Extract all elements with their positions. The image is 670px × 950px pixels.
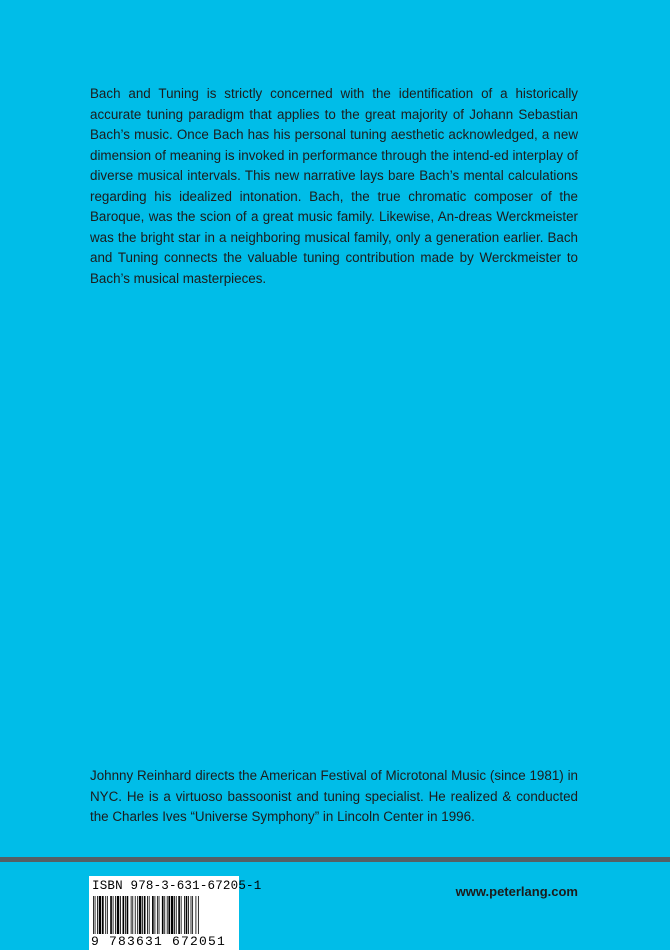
barcode-bar: [157, 896, 158, 934]
barcode-bar: [162, 896, 164, 934]
barcode-bar: [117, 896, 119, 934]
barcode-bar: [99, 896, 101, 934]
isbn-barcode: [89, 876, 262, 950]
divider-rule: [0, 857, 670, 862]
barcode-digits: 9 783631 672051: [91, 934, 227, 949]
barcode-bar: [105, 896, 106, 934]
barcode-bar: [113, 896, 114, 934]
barcode-bar: [95, 896, 96, 934]
book-description: Bach and Tuning is strictly concerned with the identification of a historically accurate tuning paradigm that applies to the great majority of Johann Sebastian Bach’s music. Once Bach has his personal tuning aesthetic acknowledged, a new dimension of meaning is invoked in performance through the intend-ed interplay of diverse musical intervals. This new narrative lays bare Bach’s mental calculations regarding his idealized intonation. Bach, the true chromatic composer of the Baroque, was the scion of a great music family. Likewise, An-dreas Werckmeister was the bright star in a neighboring musical family, only a generation earlier. Bach and Tuning connects the valuable tuning contribution made by Werckmeister to Bach’s musical masterpieces.: [90, 86, 578, 286]
barcode-bar: [137, 896, 138, 934]
barcode-bar: [152, 896, 154, 934]
isbn-label: ISBN 978-3-631-67205-1: [92, 879, 262, 893]
barcode-bar: [125, 896, 126, 934]
barcode-bar: [102, 896, 104, 934]
barcode-bar: [110, 896, 112, 934]
author-bio: Johnny Reinhard directs the American Festival of Microtonal Music (since 1981) in NYC. He is a virtuoso bassoonist and tuning specialist. He realized & conducted the Charles Ives “Universe Symphony” in Lincoln Center in 1996.: [90, 768, 578, 824]
barcode-bar: [147, 896, 148, 934]
barcode-bar: [139, 896, 141, 934]
publisher-url: www.peterlang.com: [455, 884, 578, 899]
barcode-bar: [135, 896, 136, 934]
barcode-bar: [181, 896, 182, 934]
barcode-bar: [164, 896, 165, 934]
barcode-bar: [127, 896, 129, 934]
barcode-bar: [144, 896, 146, 934]
barcode-bar: [97, 896, 98, 934]
barcode-bar: [142, 896, 143, 934]
barcode-bar: [186, 896, 188, 934]
barcode-bar: [93, 896, 94, 934]
barcode-bar: [120, 896, 121, 934]
barcode-bar: [107, 896, 108, 934]
barcode-bar: [155, 896, 156, 934]
barcode-bar: [132, 896, 133, 934]
barcode-bar: [159, 896, 160, 934]
barcode-bar: [192, 896, 193, 934]
barcode-bars: [93, 896, 233, 934]
barcode-bar: [149, 896, 150, 934]
barcode-bar: [123, 896, 125, 934]
barcode-bar: [167, 896, 168, 934]
barcode-bar: [174, 896, 175, 934]
barcode-bar: [184, 896, 185, 934]
barcode-bar: [178, 896, 180, 934]
barcode-bar: [131, 896, 132, 934]
barcode-bar: [191, 896, 192, 934]
barcode-bar: [196, 896, 197, 934]
barcode-bar: [176, 896, 177, 934]
barcode-bar: [168, 896, 170, 934]
barcode-bar: [171, 896, 173, 934]
barcode-bar: [115, 896, 116, 934]
barcode-bar: [188, 896, 189, 934]
barcode-bar: [198, 896, 199, 934]
